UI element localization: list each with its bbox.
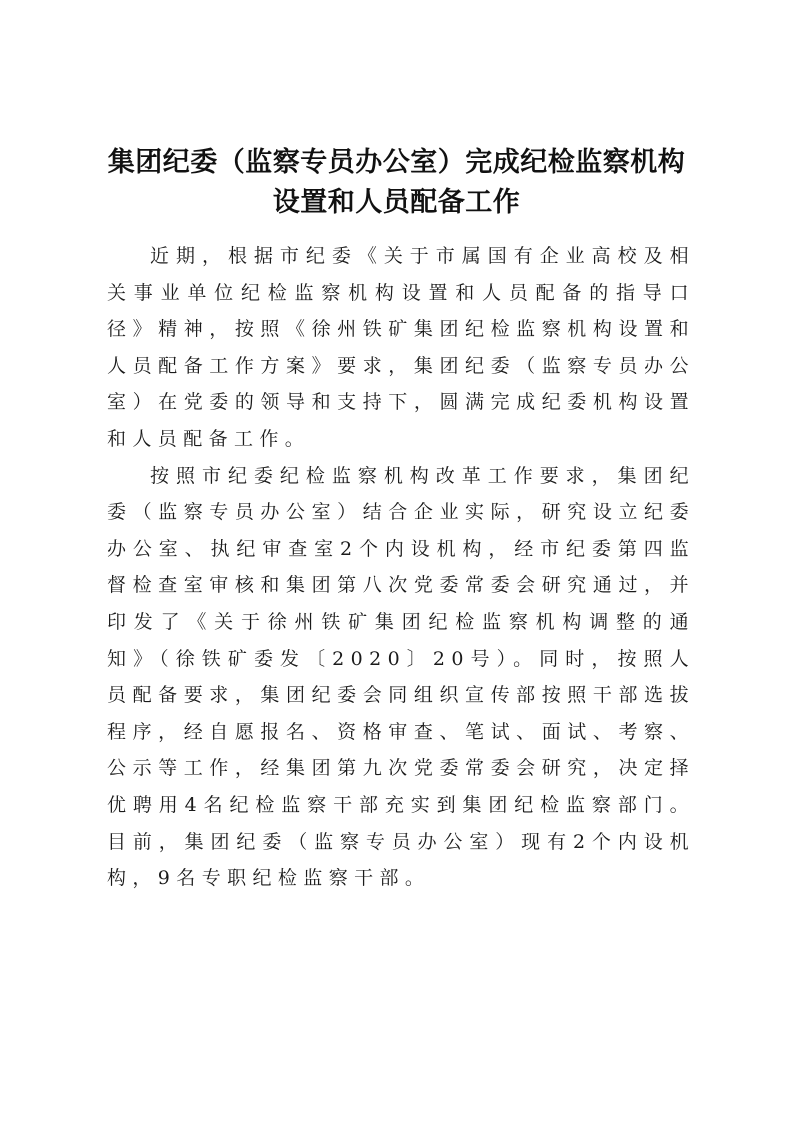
document-title: 集团纪委（监察专员办公室）完成纪检监察机构设置和人员配备工作 <box>107 147 686 218</box>
paragraph-2: 按照市纪委纪检监察机构改革工作要求，集团纪委（监察专员办公室）结合企业实际，研究设立纪委办公室、执纪审查室2个内设机构，经市纪委第四监督检查室审核和集团第八次党委常委会研究通过，并印发了《关于徐州铁矿集团纪检监察机构调整的通知》（徐铁矿委发〔2020〕20号）。同时，按照人员配备要求，集团纪委会同组织宣传部按照干部选拔程序，经自愿报名、资格审查、笔试、面试、考察、公示等工作，经集团第九次党委常委会研究，决定择优聘用4名纪检监察干部充实到集团纪检监察部门。目前，集团纪委（监察专员办公室）现有2个内设机构，9名专职纪检监察干部。 <box>107 464 695 890</box>
document-body <box>107 238 695 897</box>
paragraph-1: 近期，根据市纪委《关于市属国有企业高校及相关事业单位纪检监察机构设置和人员配备的指导口径》精神，按照《徐州铁矿集团纪检监察机构设置和人员配备工作方案》要求，集团纪委（监察专员办公室）在党委的领导和支持下，圆满完成纪委机构设置和人员配备工作。 <box>107 245 695 450</box>
